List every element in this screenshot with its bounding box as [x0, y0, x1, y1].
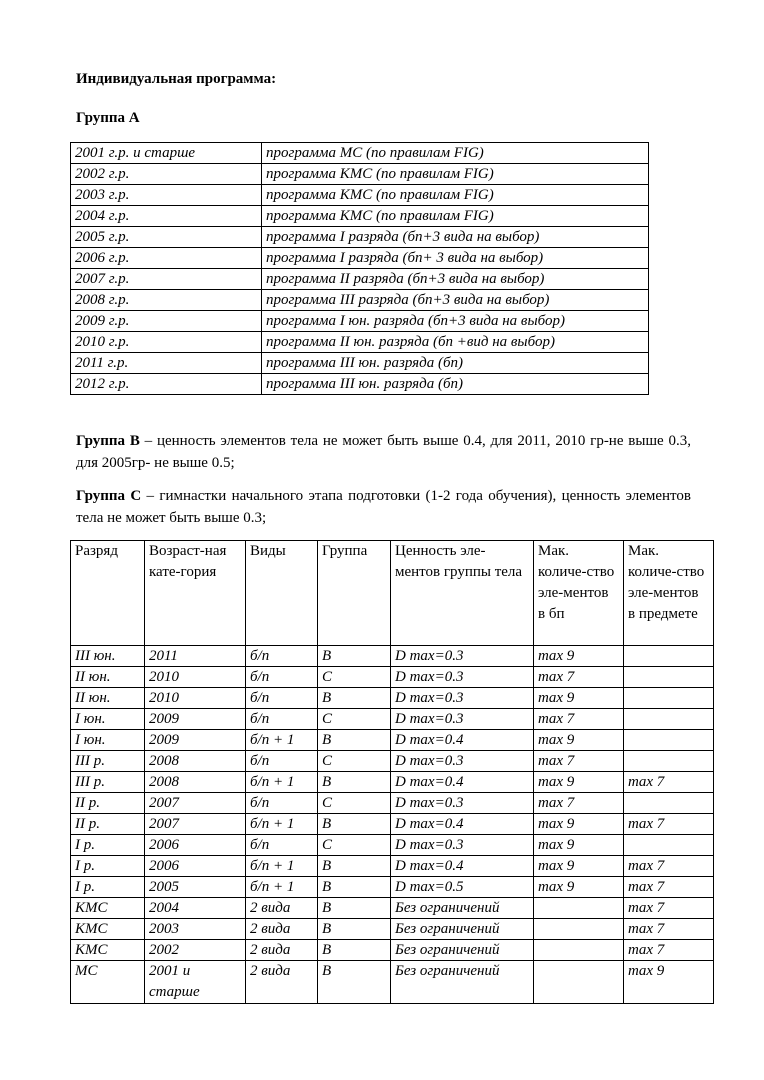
table-row [71, 646, 714, 667]
value-cell: D max=0.3 [391, 709, 534, 730]
program-cell: программа I разряда (бп+ 3 вида на выбор) [262, 248, 649, 269]
birth-year-cell: 2011 г.р. [71, 353, 262, 374]
age-cell: 2003 [145, 919, 246, 940]
group-c-paragraph [76, 485, 691, 529]
table-row [71, 961, 714, 1004]
max-apparatus-cell: max 7 [624, 877, 714, 898]
max-apparatus-cell [624, 835, 714, 856]
program-cell: программа I юн. разряда (бп+3 вида на выбор) [262, 311, 649, 332]
table-row [71, 751, 714, 772]
max-bp-cell: max 7 [534, 793, 624, 814]
birth-year-cell: 2010 г.р. [71, 332, 262, 353]
rank-cell: I юн. [71, 709, 145, 730]
max-bp-cell: max 9 [534, 877, 624, 898]
value-cell: D max=0.3 [391, 751, 534, 772]
rank-cell: II р. [71, 793, 145, 814]
max-apparatus-cell: max 7 [624, 919, 714, 940]
group-cell: В [318, 646, 391, 667]
age-cell: 2007 [145, 793, 246, 814]
group-b-paragraph [76, 430, 691, 474]
group-cell: В [318, 898, 391, 919]
program-cell: программа КМС (по правилам FIG) [262, 185, 649, 206]
program-cell: программа III юн. разряда (бп) [262, 353, 649, 374]
header-rank [71, 541, 145, 646]
max-bp-cell [534, 919, 624, 940]
types-cell: б/п + 1 [246, 877, 318, 898]
group-a-row [71, 206, 649, 227]
group-b-text: – ценность элементов тела не может быть выше 0.4, для 2011, 2010 гр-не выше 0.3, для 2005гр- не выше 0.5; [76, 433, 691, 471]
group-a-row [71, 164, 649, 185]
types-cell: 2 вида [246, 919, 318, 940]
birth-year-cell: 2003 г.р. [71, 185, 262, 206]
table-row [71, 835, 714, 856]
max-bp-cell: max 9 [534, 688, 624, 709]
program-cell: программа МС (по правилам FIG) [262, 143, 649, 164]
types-cell: б/п + 1 [246, 730, 318, 751]
types-cell: 2 вида [246, 940, 318, 961]
max-bp-cell: max 9 [534, 835, 624, 856]
group-cell: В [318, 961, 391, 1004]
group-a-row [71, 227, 649, 248]
birth-year-cell: 2006 г.р. [71, 248, 262, 269]
header-element-value-text: Ценность эле-ментов группы тела [395, 543, 523, 580]
group-cell: В [318, 940, 391, 961]
birth-year-cell: 2008 г.р. [71, 290, 262, 311]
age-cell: 2006 [145, 835, 246, 856]
group-a-row [71, 311, 649, 332]
birth-year-cell: 2009 г.р. [71, 311, 262, 332]
group-a-heading: Группа А [76, 110, 140, 126]
max-bp-cell: max 9 [534, 856, 624, 877]
max-bp-cell: max 9 [534, 730, 624, 751]
types-cell: б/п [246, 667, 318, 688]
max-apparatus-cell: max 7 [624, 772, 714, 793]
rank-cell: КМС [71, 898, 145, 919]
group-cell: С [318, 667, 391, 688]
group-c-label: Группа С [76, 488, 142, 504]
group-cell: В [318, 919, 391, 940]
max-bp-cell: max 9 [534, 772, 624, 793]
group-cell: В [318, 772, 391, 793]
group-cell: В [318, 730, 391, 751]
document-title: Индивидуальная программа: [76, 71, 277, 87]
max-apparatus-cell: max 7 [624, 814, 714, 835]
age-cell: 2005 [145, 877, 246, 898]
rank-cell: МС [71, 961, 145, 1004]
max-apparatus-cell [624, 730, 714, 751]
classification-table [70, 540, 714, 1004]
header-age-category [145, 541, 246, 646]
table-row [71, 772, 714, 793]
header-group-text: Группа [322, 543, 368, 559]
max-bp-cell: max 7 [534, 667, 624, 688]
birth-year-cell: 2002 г.р. [71, 164, 262, 185]
table-row [71, 730, 714, 751]
header-age-category-text: Возраст-ная кате-гория [149, 543, 227, 580]
types-cell: б/п [246, 835, 318, 856]
table-row [71, 877, 714, 898]
max-bp-cell [534, 898, 624, 919]
table-row [71, 667, 714, 688]
rank-cell: I юн. [71, 730, 145, 751]
table-row [71, 709, 714, 730]
max-apparatus-cell: max 7 [624, 856, 714, 877]
group-a-row [71, 374, 649, 395]
program-cell: программа II разряда (бп+3 вида на выбор) [262, 269, 649, 290]
age-cell: 2011 [145, 646, 246, 667]
group-a-row [71, 269, 649, 290]
header-max-elements-apparatus [624, 541, 714, 646]
age-cell: 2009 [145, 709, 246, 730]
program-cell: программа II юн. разряда (бп +вид на выбор) [262, 332, 649, 353]
group-a-row [71, 248, 649, 269]
types-cell: б/п + 1 [246, 772, 318, 793]
types-cell: 2 вида [246, 961, 318, 1004]
program-cell: программа III разряда (бп+3 вида на выбор) [262, 290, 649, 311]
age-cell: 2001 и старше [145, 961, 246, 1004]
age-cell: 2008 [145, 751, 246, 772]
program-cell: программа КМС (по правилам FIG) [262, 206, 649, 227]
max-apparatus-cell [624, 751, 714, 772]
rank-cell: II юн. [71, 688, 145, 709]
rank-cell: I р. [71, 877, 145, 898]
header-max-elements-bp [534, 541, 624, 646]
group-a-row [71, 143, 649, 164]
rank-cell: III юн. [71, 646, 145, 667]
rank-cell: III р. [71, 751, 145, 772]
rank-cell: I р. [71, 835, 145, 856]
age-cell: 2008 [145, 772, 246, 793]
age-cell: 2004 [145, 898, 246, 919]
table-row [71, 814, 714, 835]
max-apparatus-cell: max 7 [624, 940, 714, 961]
value-cell: Без ограничений [391, 919, 534, 940]
rank-cell: I р. [71, 856, 145, 877]
types-cell: б/п [246, 751, 318, 772]
value-cell: Без ограничений [391, 961, 534, 1004]
birth-year-cell: 2005 г.р. [71, 227, 262, 248]
types-cell: б/п + 1 [246, 814, 318, 835]
group-b-label: Группа В [76, 433, 140, 449]
group-cell: В [318, 856, 391, 877]
table-row [71, 856, 714, 877]
header-element-value [391, 541, 534, 646]
group-cell: С [318, 751, 391, 772]
header-types [246, 541, 318, 646]
max-apparatus-cell: max 7 [624, 898, 714, 919]
value-cell: D max=0.3 [391, 835, 534, 856]
group-cell: В [318, 688, 391, 709]
types-cell: б/п [246, 646, 318, 667]
table-row [71, 940, 714, 961]
group-cell: В [318, 877, 391, 898]
birth-year-cell: 2007 г.р. [71, 269, 262, 290]
age-cell: 2006 [145, 856, 246, 877]
max-bp-cell: max 7 [534, 709, 624, 730]
birth-year-cell: 2004 г.р. [71, 206, 262, 227]
header-group [318, 541, 391, 646]
max-bp-cell [534, 961, 624, 1004]
rank-cell: КМС [71, 919, 145, 940]
age-cell: 2007 [145, 814, 246, 835]
types-cell: 2 вида [246, 898, 318, 919]
value-cell: D max=0.4 [391, 814, 534, 835]
types-cell: б/п [246, 688, 318, 709]
max-bp-cell: max 7 [534, 751, 624, 772]
header-max-elements-bp-text: Мак. количе-ство эле-ментов в бп [538, 543, 615, 622]
program-cell: программа III юн. разряда (бп) [262, 374, 649, 395]
group-cell: В [318, 814, 391, 835]
value-cell: D max=0.4 [391, 772, 534, 793]
max-bp-cell: max 9 [534, 646, 624, 667]
rank-cell: II юн. [71, 667, 145, 688]
table-header-row [71, 541, 714, 646]
max-bp-cell: max 9 [534, 814, 624, 835]
age-cell: 2009 [145, 730, 246, 751]
group-a-row [71, 290, 649, 311]
max-bp-cell [534, 940, 624, 961]
max-apparatus-cell [624, 646, 714, 667]
types-cell: б/п [246, 793, 318, 814]
age-cell: 2002 [145, 940, 246, 961]
max-apparatus-cell [624, 709, 714, 730]
table-row [71, 793, 714, 814]
value-cell: D max=0.4 [391, 856, 534, 877]
group-c-text: – гимнастки начального этапа подготовки (1-2 года обучения), ценность элементов тела не может быть выше 0.3; [76, 488, 691, 526]
rank-cell: III р. [71, 772, 145, 793]
program-cell: программа I разряда (бп+3 вида на выбор) [262, 227, 649, 248]
value-cell: D max=0.4 [391, 730, 534, 751]
program-cell: программа КМС (по правилам FIG) [262, 164, 649, 185]
group-cell: С [318, 709, 391, 730]
rank-cell: КМС [71, 940, 145, 961]
group-a-row [71, 332, 649, 353]
max-apparatus-cell [624, 667, 714, 688]
header-rank-text: Разряд [75, 543, 118, 559]
birth-year-cell: 2001 г.р. и старше [71, 143, 262, 164]
max-apparatus-cell [624, 793, 714, 814]
value-cell: D max=0.5 [391, 877, 534, 898]
value-cell: Без ограничений [391, 898, 534, 919]
value-cell: D max=0.3 [391, 667, 534, 688]
group-a-row [71, 353, 649, 374]
header-types-text: Виды [250, 543, 286, 559]
table-row [71, 688, 714, 709]
value-cell: Без ограничений [391, 940, 534, 961]
group-a-table [70, 142, 649, 395]
value-cell: D max=0.3 [391, 793, 534, 814]
value-cell: D max=0.3 [391, 646, 534, 667]
group-cell: С [318, 793, 391, 814]
header-max-elements-apparatus-text: Мак. количе-ство эле-ментов в предмете [628, 543, 705, 622]
age-cell: 2010 [145, 688, 246, 709]
table-row [71, 919, 714, 940]
rank-cell: II р. [71, 814, 145, 835]
group-cell: С [318, 835, 391, 856]
group-a-row [71, 185, 649, 206]
value-cell: D max=0.3 [391, 688, 534, 709]
table-row [71, 898, 714, 919]
types-cell: б/п [246, 709, 318, 730]
max-apparatus-cell [624, 688, 714, 709]
age-cell: 2010 [145, 667, 246, 688]
types-cell: б/п + 1 [246, 856, 318, 877]
max-apparatus-cell: max 9 [624, 961, 714, 1004]
birth-year-cell: 2012 г.р. [71, 374, 262, 395]
